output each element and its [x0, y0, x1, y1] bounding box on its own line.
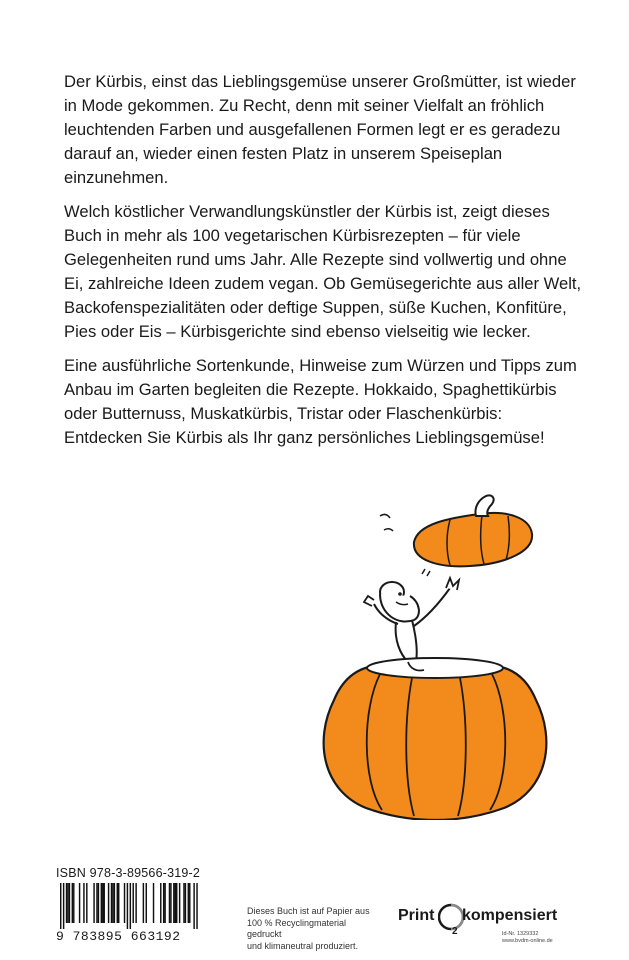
- barcode-bar: [98, 883, 99, 923]
- barcode-bar: [111, 883, 112, 923]
- logo-id-number: Id-Nr. 1329332: [502, 931, 539, 937]
- barcode-bar: [183, 883, 184, 923]
- barcode-bar: [179, 883, 180, 923]
- barcode-bar: [86, 883, 87, 923]
- barcode-digits: 9 783895 663192: [56, 929, 181, 944]
- barcode-bar: [169, 883, 170, 923]
- barcode-bar: [72, 883, 73, 923]
- isbn-block: [56, 866, 216, 944]
- barcode-bar: [79, 883, 80, 923]
- barcode-bar: [67, 883, 68, 923]
- barcode-bar: [112, 883, 113, 923]
- barcode-bar: [164, 883, 165, 923]
- isbn-number: ISBN 978-3-89566-319-2: [56, 866, 201, 880]
- back-cover-blurb: [64, 70, 584, 460]
- barcode-bar: [130, 883, 131, 929]
- blurb-paragraph-1: Der Kürbis, einst das Lieblingsgemüse unserer Großmütter, ist wieder in Mode gekommen. Zu Recht, denn mit seiner Vielfalt an fröhlich leuchtenden Farben und ausgefallenen Formen legt er es geradezu darauf an, wieder einen festen Platz in unserem Speiseplan einzunehmen.: [64, 72, 576, 187]
- pumpkin-lid: [414, 495, 532, 566]
- print-kompensiert-logo: [398, 902, 578, 952]
- barcode-bar: [83, 883, 84, 923]
- pumpkin-body: [324, 658, 547, 820]
- pumpkin-man-illustration: [300, 490, 570, 820]
- barcode-bar: [188, 883, 189, 923]
- barcode-bar: [193, 883, 194, 929]
- barcode-bar: [66, 883, 67, 923]
- barcode-bar: [96, 883, 97, 923]
- barcode-bar: [102, 883, 103, 923]
- barcode-bar: [143, 883, 144, 923]
- blurb-paragraph-2: Welch köstlicher Verwandlungskünstler der Kürbis ist, zeigt dieses Buch in mehr als 100 vegetarischen Kürbisrezepten – für viele Gelegenheiten rund ums Jahr. Alle Rezepte sind vollwertig und ohne Ei, zahlreiche Ideen zudem vegan. Ob Gemüsegerichte aus aller Welt, Backofenspezialitäten oder deftige Suppen, süße Kuchen, Konfitüre, Pies oder Eis – Kürbisgerichte sind ebenso vielseitig wie lecker.: [64, 202, 582, 341]
- barcode-bar: [127, 883, 128, 929]
- paper-note-line-2: 100 % Recyclingmaterial gedruckt: [247, 917, 347, 939]
- barcode-bar: [124, 883, 125, 923]
- print-word: Print: [398, 907, 435, 924]
- recycled-paper-note: [247, 906, 377, 952]
- barcode: [56, 883, 206, 929]
- barcode-bar: [175, 883, 176, 923]
- barcode-bar: [189, 883, 190, 923]
- paper-note-line-3: und klimaneutral produziert.: [247, 940, 359, 951]
- motion-line: [422, 569, 430, 576]
- barcode-bar: [93, 883, 94, 923]
- barcode-bar: [69, 883, 70, 923]
- logo-url: www.bvdm-online.de: [502, 938, 553, 944]
- cartoon-man: [364, 578, 459, 662]
- pumpkin-man-drawing: [300, 490, 570, 820]
- barcode-bar: [153, 883, 154, 923]
- barcode-bar: [133, 883, 134, 923]
- barcode-bar: [160, 883, 161, 923]
- barcode-bar: [170, 883, 171, 923]
- barcode-bar: [196, 883, 197, 929]
- barcode-bar: [135, 883, 136, 923]
- barcode-bar: [63, 883, 64, 929]
- barcode-bar: [73, 883, 74, 923]
- barcode-bar: [114, 883, 115, 923]
- motion-line: [380, 514, 390, 518]
- barcode-bar: [146, 883, 147, 923]
- barcode-bar: [101, 883, 102, 923]
- kompensiert-word: kompensiert: [462, 907, 558, 924]
- barcode-bar: [117, 883, 118, 923]
- barcode-bar: [176, 883, 177, 923]
- barcode-bar: [185, 883, 186, 923]
- barcode-bar: [163, 883, 164, 923]
- barcode-bar: [108, 883, 109, 923]
- co2-subscript: 2: [452, 926, 458, 936]
- motion-line: [384, 529, 393, 531]
- blurb-paragraph-3: Eine ausführliche Sortenkunde, Hinweise zum Würzen und Tipps zum Anbau im Garten begleiten die Rezepte. Hokkaido, Spaghettikürbis oder Butternuss, Muskatkürbis, Tristar oder Flaschenkürbis: Entdecken Sie Kürbis als Ihr ganz persönliches Lieblingsgemüse!: [64, 356, 577, 447]
- barcode-bar: [118, 883, 119, 923]
- paper-note-line-1: Dieses Buch ist auf Papier aus: [247, 906, 370, 916]
- barcode-bar: [104, 883, 105, 923]
- barcode-bar: [60, 883, 61, 929]
- barcode-bar: [173, 883, 174, 923]
